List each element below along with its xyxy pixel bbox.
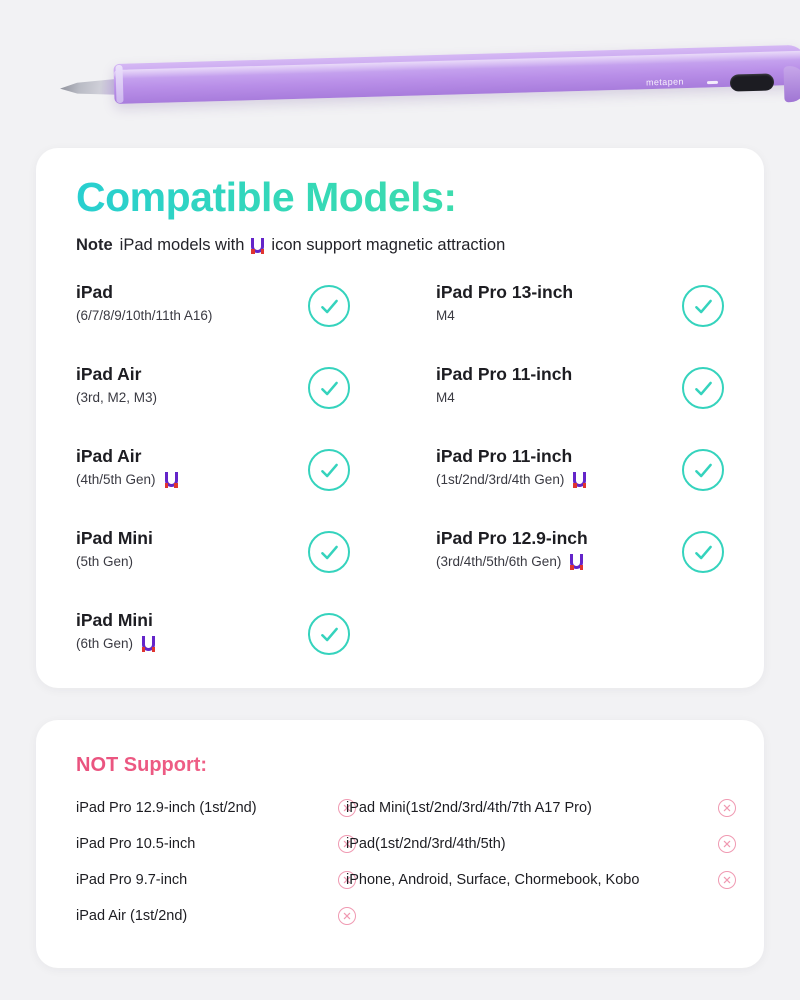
supported-check-icon: [308, 613, 350, 655]
page-title: Compatible Models:: [76, 174, 457, 220]
magnet-icon: [142, 636, 155, 651]
not-supported-list-left: [76, 794, 376, 938]
model-generations: [436, 554, 583, 569]
stylus-illustration: [60, 52, 750, 114]
model-generations: [76, 308, 212, 323]
model-generations: [436, 390, 455, 405]
unsupported-x-icon: [718, 835, 736, 853]
model-name: iPad(1st/2nd/3rd/4th/5th): [346, 836, 506, 852]
model-generations-text: M4: [436, 390, 455, 405]
model-generations: [76, 554, 133, 569]
stylus-end-cap: [784, 66, 800, 103]
model-name: iPhone, Android, Surface, Chormebook, Kobo: [346, 872, 640, 888]
supported-check-icon: [682, 449, 724, 491]
magnet-icon: [570, 554, 583, 569]
list-item: [436, 360, 756, 442]
list-item: [346, 794, 746, 830]
model-name: iPad: [76, 282, 113, 302]
model-generations: [76, 472, 178, 487]
stylus-body: [113, 45, 800, 104]
model-generations: [436, 472, 586, 487]
list-item: [76, 866, 376, 902]
model-generations: [436, 308, 455, 323]
compatible-models-card: [36, 148, 764, 688]
model-generations-text: (5th Gen): [76, 554, 134, 569]
model-name: iPad Air: [76, 446, 142, 466]
model-generations-text: (6th Gen): [76, 636, 134, 651]
list-item: [76, 794, 376, 830]
magnet-icon: [251, 238, 264, 253]
supported-check-icon: [682, 367, 724, 409]
model-generations-text: (4th/5th Gen): [76, 472, 156, 487]
stylus-brand-label: metapen: [645, 76, 684, 88]
model-name: iPad Pro 10.5-inch: [76, 836, 196, 852]
model-name: iPad Pro 12.9-inch: [436, 528, 588, 548]
supported-check-icon: [682, 531, 724, 573]
model-generations-text: (3rd/4th/5th/6th Gen): [436, 554, 562, 569]
list-item: [76, 360, 396, 442]
model-generations: [76, 636, 155, 651]
list-item: [346, 830, 746, 866]
list-item: [76, 442, 396, 524]
supported-check-icon: [308, 367, 350, 409]
note-label: Note: [76, 236, 113, 254]
list-item: [76, 278, 396, 360]
supported-check-icon: [308, 531, 350, 573]
model-generations-text: M4: [436, 308, 455, 323]
not-supported-card: [36, 720, 764, 968]
unsupported-x-icon: [338, 907, 356, 925]
not-support-title: NOT Support:: [76, 754, 208, 776]
magnet-icon: [165, 472, 178, 487]
compatible-list-left: [76, 278, 396, 688]
model-generations-text: (6/7/8/9/10th/11th A16): [76, 308, 213, 323]
stylus-ring: [115, 65, 123, 103]
model-name: iPad Pro 9.7-inch: [76, 872, 188, 888]
usb-c-port-icon: [730, 73, 774, 91]
compatible-list-right: [436, 278, 756, 606]
unsupported-x-icon: [718, 871, 736, 889]
list-item: [346, 866, 746, 902]
magnet-icon: [573, 472, 586, 487]
model-generations: [76, 390, 157, 405]
list-item: [76, 830, 376, 866]
model-name: iPad Pro 11-inch: [436, 364, 573, 384]
list-item: [76, 902, 376, 938]
note-text-before: iPad models with: [119, 236, 245, 254]
unsupported-x-icon: [718, 799, 736, 817]
list-item: [76, 524, 396, 606]
hero-product-image: [0, 0, 800, 148]
note-text-after: icon support magnetic attraction: [271, 236, 506, 254]
model-name: iPad Air (1st/2nd): [76, 908, 188, 924]
model-name: iPad Pro 12.9-inch (1st/2nd): [76, 800, 257, 816]
not-supported-list-right: [346, 794, 746, 902]
model-generations-text: (1st/2nd/3rd/4th Gen): [436, 472, 565, 487]
list-item: [436, 278, 756, 360]
supported-check-icon: [308, 285, 350, 327]
model-name: iPad Mini: [76, 610, 153, 630]
list-item: [76, 606, 396, 688]
model-name: iPad Pro 13-inch: [436, 282, 574, 302]
magnetic-note: [76, 236, 505, 255]
model-name: iPad Air: [76, 364, 142, 384]
stylus-indicator-line: [707, 81, 718, 84]
model-name: iPad Pro 11-inch: [436, 446, 573, 466]
supported-check-icon: [308, 449, 350, 491]
model-generations-text: (3rd, M2, M3): [76, 390, 158, 405]
list-item: [436, 442, 756, 524]
model-name: iPad Mini: [76, 528, 153, 548]
supported-check-icon: [682, 285, 724, 327]
model-name: iPad Mini(1st/2nd/3rd/4th/7th A17 Pro): [346, 800, 592, 816]
list-item: [436, 524, 756, 606]
